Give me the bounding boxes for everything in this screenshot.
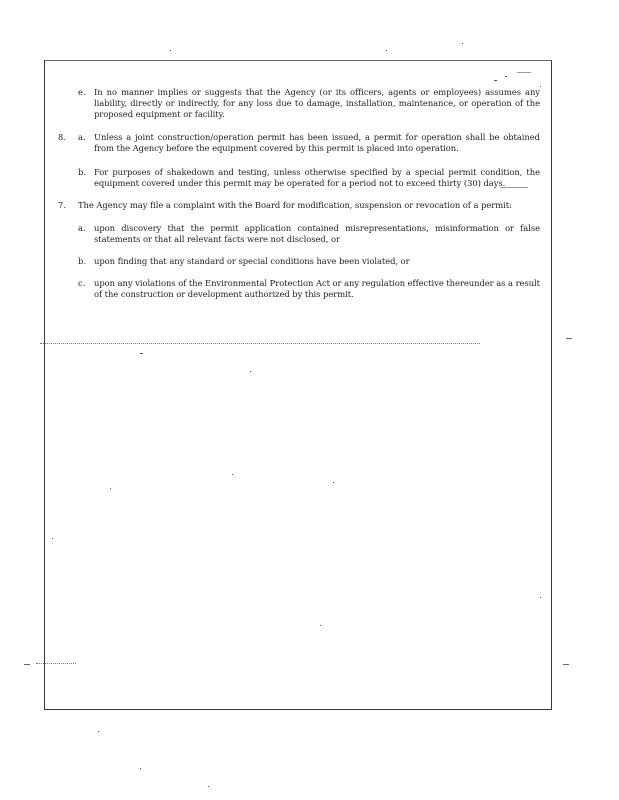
- scan-dotted-line: [40, 343, 480, 344]
- item-7b-label: b.: [78, 256, 87, 266]
- item-6e-text: In no manner implies or suggests that the Agency (or its officers, agents or employees) assumes any liability, directly or indirectly, for any loss due to damage, installation, maintenance, or operation of the proposed equipment or facility.: [94, 87, 540, 119]
- item-8a-label: a.: [78, 132, 86, 142]
- item-7c-label: c.: [78, 278, 86, 288]
- item-8-number: 8.: [58, 132, 66, 142]
- item-8a-text: Unless a joint construction/operation permit has been issued, a permit for operation shall be obtained from the Agency before the equipment covered by this permit is placed into operation.: [94, 132, 540, 153]
- item-8b-label: b.: [78, 167, 87, 177]
- item-7-intro: The Agency may file a complaint with the Board for modification, suspension or revocation of a permit:: [78, 200, 512, 210]
- item-8b-text: For purposes of shakedown and testing, unless otherwise specified by a special permit condition, the equipment covered under this permit may be operated for a period not to exceed thirty (30) days.: [94, 167, 540, 188]
- item-7-number: 7.: [58, 200, 66, 210]
- item-7a-text: upon discovery that the permit application contained misrepresentations, misinformation or false statements or that all relevant facts were not disclosed, or: [94, 223, 540, 244]
- item-6e-label: e.: [78, 87, 86, 97]
- scan-dotted-line-lower: [36, 663, 76, 664]
- item-7c-text: upon any violations of the Environmental Protection Act or any regulation effective thereunder as a result of the construction or development authorized by this permit.: [94, 278, 540, 299]
- item-7a-label: a.: [78, 223, 86, 233]
- item-7b-text: upon finding that any standard or special conditions have been violated, or: [94, 256, 410, 266]
- page-frame: [44, 60, 552, 710]
